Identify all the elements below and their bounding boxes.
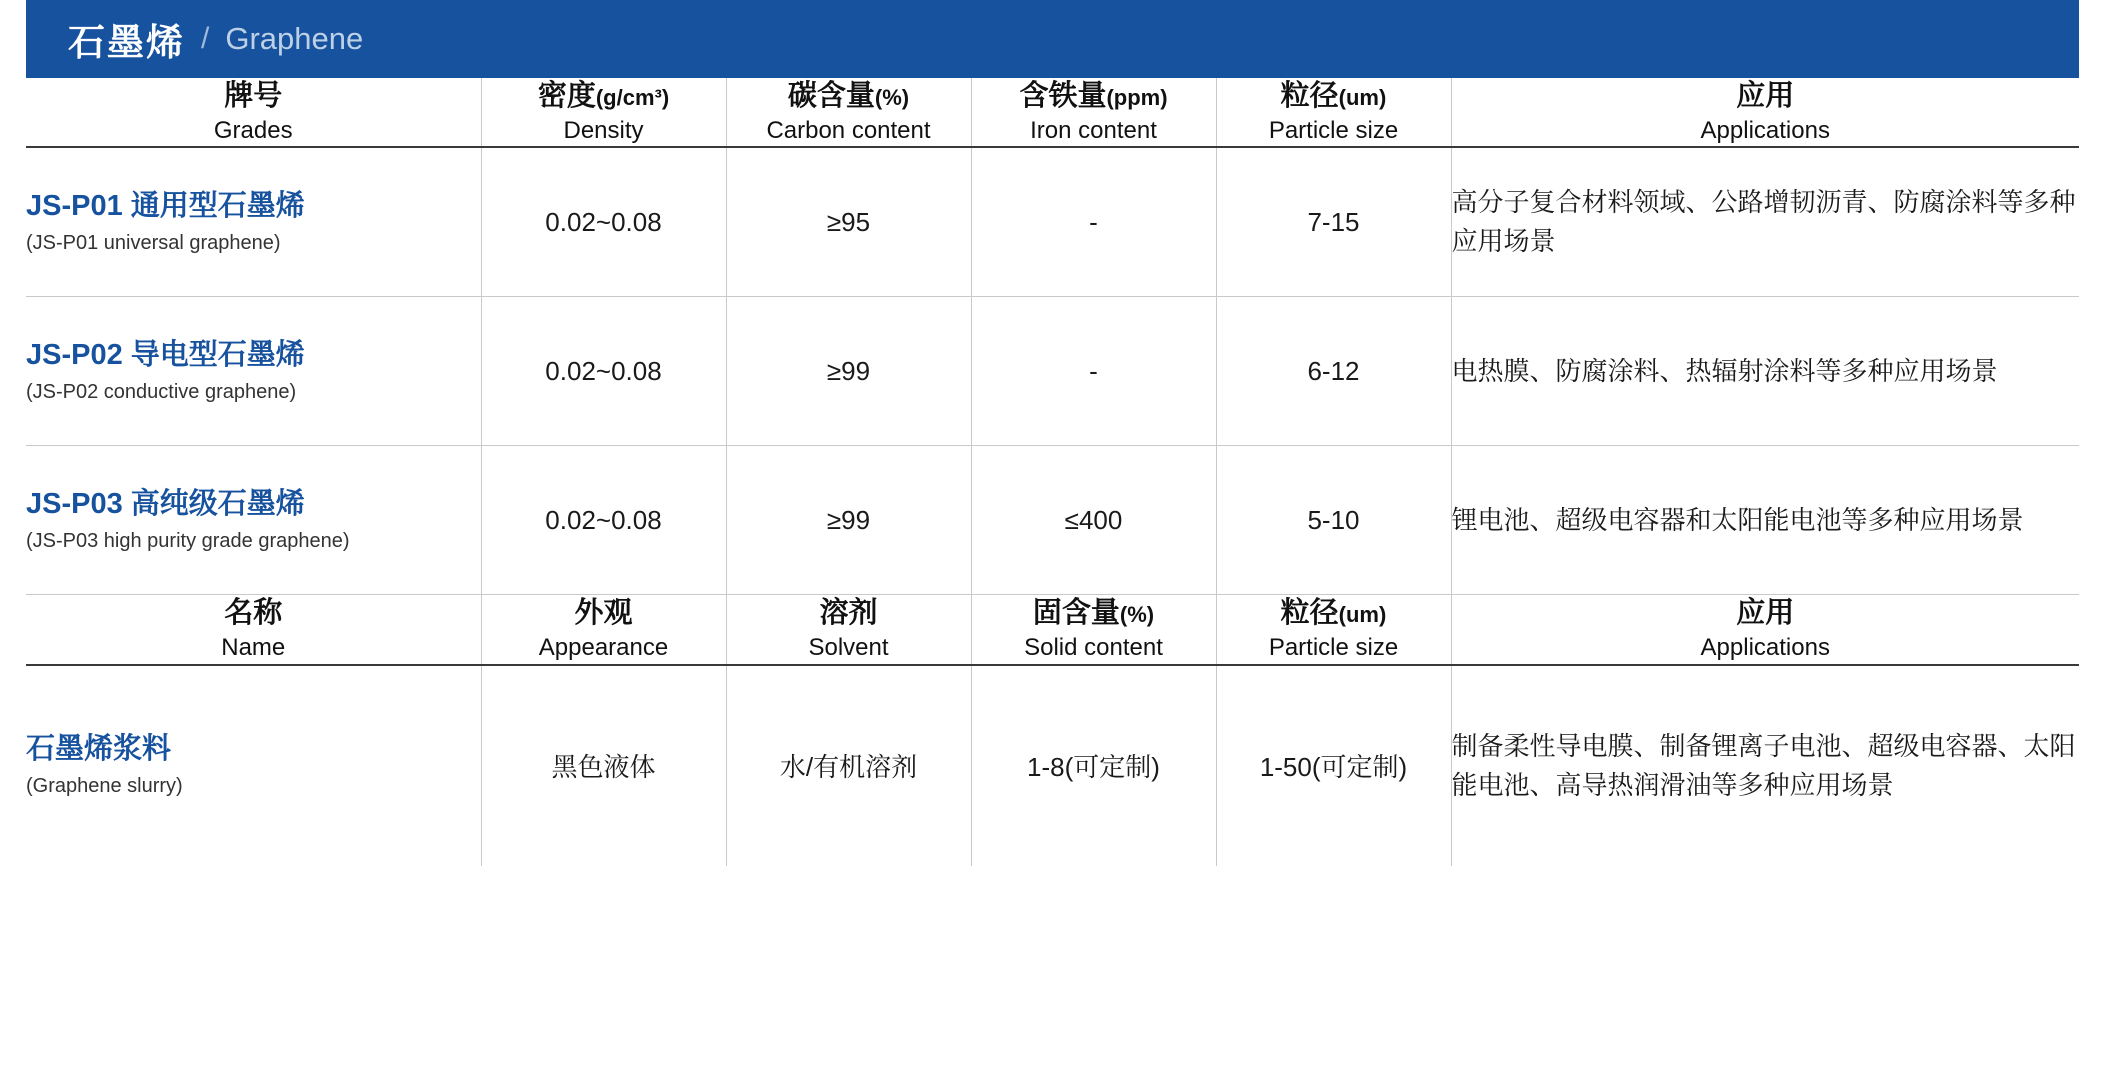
column-header-solvent [726,595,971,665]
grade-cell [26,147,481,297]
cell-iron-content: - [971,147,1216,297]
grade-name-cn: JS-P03 高纯级石墨烯 [26,487,305,520]
column-header-density-en: Density [563,117,644,145]
cell-iron-content: - [971,297,1216,446]
column-header-applications2-en: Applications [1700,634,1830,662]
cell-solvent: 水/有机溶剂 [726,665,971,866]
cell-solid-content: 1-8(可定制) [971,665,1216,866]
table-row [26,446,2079,595]
column-header-density [481,78,726,147]
grade-name-en: (JS-P01 universal graphene) [26,231,281,254]
column-header-carbon-content [726,78,971,147]
page-banner [26,0,2079,78]
column-header-particle2-en: Particle size [1268,634,1399,662]
column-header-applications [1451,78,2079,147]
cell-iron-content: ≤400 [971,446,1216,595]
column-header-solid-en: Solid content [1024,634,1163,662]
cell-carbon-content: ≥99 [726,446,971,595]
product-name-cell [26,665,481,866]
column-header-applications-cn: 应用 [1736,80,1795,112]
cell-applications: 电热膜、防腐涂料、热辐射涂料等多种应用场景 [1451,297,2079,446]
column-header-particle2-cn: 粒径 [1280,597,1339,630]
column-header-iron-en: Iron content [1030,117,1157,145]
cell-density: 0.02~0.08 [481,446,726,595]
column-header-solvent-en: Solvent [808,634,889,662]
product-name-cn: 石墨烯浆料 [26,733,172,766]
grade-name-en: (JS-P02 conductive graphene) [26,380,297,403]
column-header-iron-unit: (ppm) [1106,85,1168,110]
column-header-appearance-cn: 外观 [574,597,633,630]
column-header-particle-size [1216,78,1451,147]
cell-particle-size: 7-15 [1216,147,1451,297]
column-header-grades [26,78,481,147]
graphene-grades-table [26,78,2079,594]
cell-carbon-content: ≥95 [726,147,971,297]
column-header-name [26,595,481,665]
column-header-solid-cn: 固含量 [1032,597,1120,630]
column-header-appearance-en: Appearance [538,634,669,662]
table2-header-row [26,595,2079,665]
column-header-grades-en: Grades [213,117,293,145]
column-header-applications2-cn: 应用 [1736,597,1795,630]
grade-cell [26,446,481,595]
cell-carbon-content: ≥99 [726,297,971,446]
column-header-iron-content [971,78,1216,147]
cell-density: 0.02~0.08 [481,297,726,446]
product-name-en: (Graphene slurry) [26,775,183,798]
cell-applications: 制备柔性导电膜、制备锂离子电池、超级电容器、太阳能电池、高导热润滑油等多种应用场景 [1451,730,2076,800]
column-header-grades-cn: 牌号 [224,80,283,112]
column-header-particle-unit: (um) [1338,85,1387,110]
column-header-density-unit: (g/cm³) [595,85,670,110]
column-header-carbon-en: Carbon content [766,117,931,145]
grade-name-en: (JS-P03 high purity grade graphene) [26,529,350,552]
column-header-particle-size-2 [1216,595,1451,665]
column-header-solvent-cn: 溶剂 [819,597,878,630]
column-header-density-cn: 密度 [537,80,596,112]
table1-header-row [26,78,2079,147]
table-row [26,297,2079,446]
banner-title-en: Graphene [225,21,364,56]
banner-separator: / [201,22,210,55]
column-header-particle2-unit: (um) [1338,602,1387,628]
column-header-solid-unit: (%) [1119,602,1155,628]
column-header-carbon-cn: 碳含量 [787,80,875,112]
column-header-name-en: Name [221,634,286,662]
column-header-name-cn: 名称 [224,597,283,630]
column-header-applications-en: Applications [1700,117,1830,145]
cell-particle-size: 6-12 [1216,297,1451,446]
grade-name-cn: JS-P01 通用型石墨烯 [26,189,305,222]
grade-cell [26,297,481,446]
cell-applications: 高分子复合材料领域、公路增韧沥青、防腐涂料等多种应用场景 [1451,147,2079,297]
column-header-carbon-unit: (%) [874,85,910,110]
banner-title-cn: 石墨烯 [68,22,185,63]
column-header-applications-2 [1451,595,2079,665]
column-header-appearance [481,595,726,665]
cell-applications: 锂电池、超级电容器和太阳能电池等多种应用场景 [1451,504,2024,535]
column-header-particle-en: Particle size [1268,117,1399,145]
graphene-slurry-table [26,594,2079,865]
table-row [26,147,2079,297]
grade-name-cn: JS-P02 导电型石墨烯 [26,338,305,371]
cell-appearance: 黑色液体 [481,665,726,866]
cell-particle-size: 1-50(可定制) [1216,665,1451,866]
cell-particle-size: 5-10 [1216,446,1451,595]
table-row [26,665,2079,866]
cell-density: 0.02~0.08 [481,147,726,297]
column-header-solid-content [971,595,1216,665]
column-header-iron-cn: 含铁量 [1019,80,1107,112]
column-header-particle-cn: 粒径 [1280,80,1339,112]
